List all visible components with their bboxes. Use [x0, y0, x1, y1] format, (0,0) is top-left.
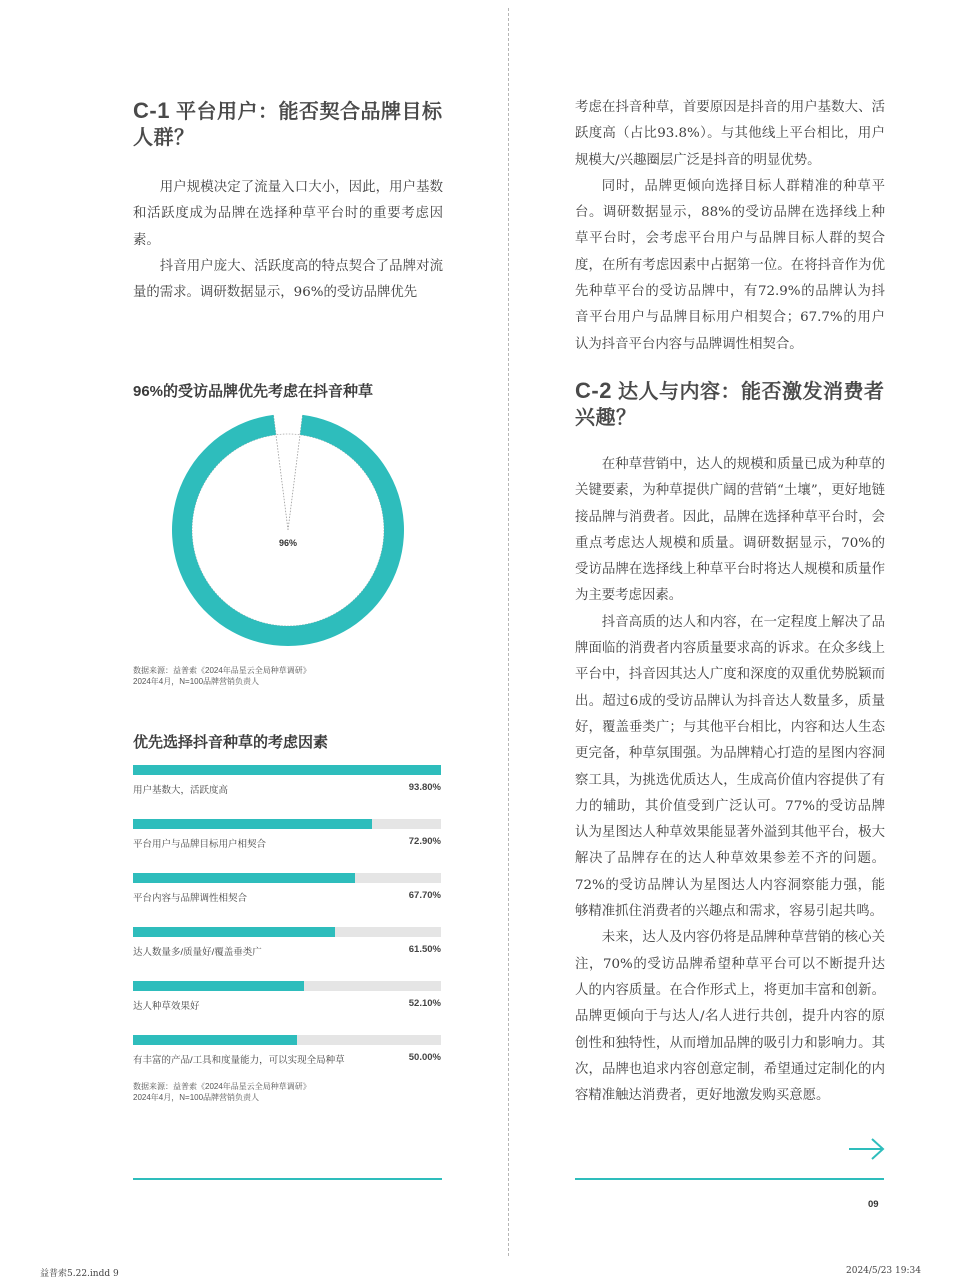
- bar-track: [133, 927, 441, 937]
- footer-file: 益普索5.22.indd 9: [40, 1269, 119, 1279]
- bar-row: [133, 765, 441, 819]
- arrow-right-icon: [848, 1137, 886, 1161]
- bar-source: [133, 1081, 311, 1103]
- bar-track: [133, 819, 441, 829]
- bar-row: [133, 819, 441, 873]
- bar-row: [133, 981, 441, 1035]
- page-number: 09: [868, 1199, 879, 1210]
- right-body-text: [575, 452, 885, 1109]
- paragraph: 抖音高质的达人和内容，在一定程度上解决了品牌面临的消费者内容质量要求高的诉求。在众多线上平台中，抖音因其达人广度和深度的双重优势脱颖而出。超过6成的受访品牌认为抖音达人数量多，质量好，覆盖垂类广；与其他平台相比，内容和达人生态更完备，种草氛围强。为品牌精心打造的星图内容洞察工具，为挑选优质达人，生成高价值内容提供了有力的辅助，其价值受到广泛认可。77%的受访品牌认为星图达人种草效果能显著外溢到其他平台，极大解决了品牌存在的达人种草效果参差不齐的问题。72%的受访品牌认为星图达人内容洞察能力强，能够精准抓住消费者的兴趣点和需求，容易引起共鸣。: [575, 614, 885, 920]
- bar-chart: [133, 765, 441, 1089]
- donut-chart: [170, 412, 406, 648]
- bar-fill: [133, 873, 355, 883]
- bar-fill: [133, 765, 441, 775]
- left-bottom-rule: [133, 1178, 442, 1180]
- section-title-line2: 人群？: [133, 127, 195, 149]
- bar-fill: [133, 981, 304, 991]
- bar-category-label: 达人数量多/质量好/覆盖垂类广: [133, 947, 262, 958]
- bar-value-label: 67.70%: [408, 890, 441, 901]
- donut-center-label: 96%: [278, 538, 298, 548]
- paragraph: 抖音用户庞大、活跃度高的特点契合了品牌对流量的需求。调研数据显示，96%的受访品牌优先: [133, 258, 443, 301]
- section-code: C-1: [133, 98, 170, 123]
- donut-segment-main: [172, 415, 404, 646]
- donut-source: [133, 665, 311, 687]
- section-title-line2: 兴趣？: [575, 407, 637, 429]
- page-fold-divider: [508, 8, 509, 1256]
- source-line: 2024年4月，N=100品牌营销负责人: [133, 1093, 260, 1102]
- source-line: 数据来源：益普索《2024年品星云全局种草调研》: [133, 666, 311, 675]
- bar-category-label: 平台用户与品牌目标用户相契合: [133, 839, 267, 850]
- right-body-text-top: [575, 95, 885, 358]
- paragraph: 在种草营销中，达人的规模和质量已成为种草的关键要素，为种草提供广阔的营销“土壤”，更好地链接品牌与消费者。因此，品牌在选择种草平台时，会重点考虑达人规模和质量。调研数据显示，70%的受访品牌在选择线上种草平台时将达人规模和质量作为主要考虑因素。: [575, 457, 885, 604]
- section-c2-heading: [575, 378, 890, 431]
- donut-chart-block: [133, 380, 443, 401]
- section-c1-heading: [133, 98, 448, 151]
- source-line: 数据来源：益普索《2024年品星云全局种草调研》: [133, 1082, 311, 1091]
- bar-chart-title: 优先选择抖音种草的考虑因素: [133, 734, 329, 751]
- bar-category-label: 用户基数大，活跃度高: [133, 785, 229, 796]
- paragraph: 未来，达人及内容仍将是品牌种草营销的核心关注，70%的受访品牌希望种草平台可以不断提升达人的内容质量。在合作形式上，将更加丰富和创新。品牌更倾向于与达人/名人进行共创，提升内容的原创性和独特性，从而增加品牌的吸引力和影响力。其次，品牌也追求内容创意定制，希望通过定制化的内容精准触达消费者，更好地激发购买意愿。: [575, 930, 885, 1104]
- bar-row: [133, 873, 441, 927]
- paragraph: 同时，品牌更倾向选择目标人群精准的种草平台。调研数据显示，88%的受访品牌在选择线上种草平台时，会考虑平台用户与品牌目标人群的契合度，在所有考虑因素中占据第一位。在将抖音作为优先种草平台的受访品牌中，有72.9%的品牌认为抖音平台用户与品牌目标用户相契合；67.7%的用户认为抖音平台内容与品牌调性相契合。: [575, 178, 885, 352]
- bar-category-label: 平台内容与品牌调性相契合: [133, 893, 248, 904]
- section-code: C-2: [575, 378, 612, 403]
- left-body-text: [133, 175, 443, 306]
- bar-category-label: 有丰富的产品/工具和度量能力，可以实现全局种草: [133, 1055, 345, 1066]
- paragraph: 考虑在抖音种草，首要原因是抖音的用户基数大、活跃度高（占比93.8%）。与其他线上平台相比，用户规模大/兴趣圈层广泛是抖音的明显优势。: [575, 100, 885, 168]
- right-bottom-rule: [575, 1178, 884, 1180]
- source-line: 2024年4月，N=100品牌营销负责人: [133, 677, 260, 686]
- section-title-line1: 达人与内容：能否激发消费者: [617, 381, 885, 403]
- donut-segment-remainder: [273, 415, 302, 530]
- bar-value-label: 72.90%: [408, 836, 441, 847]
- bar-track: [133, 1035, 441, 1045]
- bar-value-label: 93.80%: [408, 782, 441, 793]
- bar-fill: [133, 927, 335, 937]
- footer-date: 2024/5/23 19:34: [846, 1266, 921, 1276]
- bar-value-label: 52.10%: [408, 998, 441, 1009]
- paragraph: 用户规模决定了流量入口大小，因此，用户基数和活跃度成为品牌在选择种草平台时的重要考虑因素。: [133, 180, 443, 248]
- bar-fill: [133, 819, 372, 829]
- bar-track: [133, 765, 441, 775]
- section-title-line1: 平台用户：能否契合品牌目标: [175, 101, 443, 123]
- bar-category-label: 达人种草效果好: [133, 1001, 200, 1012]
- bar-value-label: 61.50%: [408, 944, 441, 955]
- donut-chart-title: 96%的受访品牌优先考虑在抖音种草: [133, 383, 374, 400]
- bar-track: [133, 873, 441, 883]
- bar-row: [133, 927, 441, 981]
- bar-track: [133, 981, 441, 991]
- bar-value-label: 50.00%: [408, 1052, 441, 1063]
- bar-fill: [133, 1035, 297, 1045]
